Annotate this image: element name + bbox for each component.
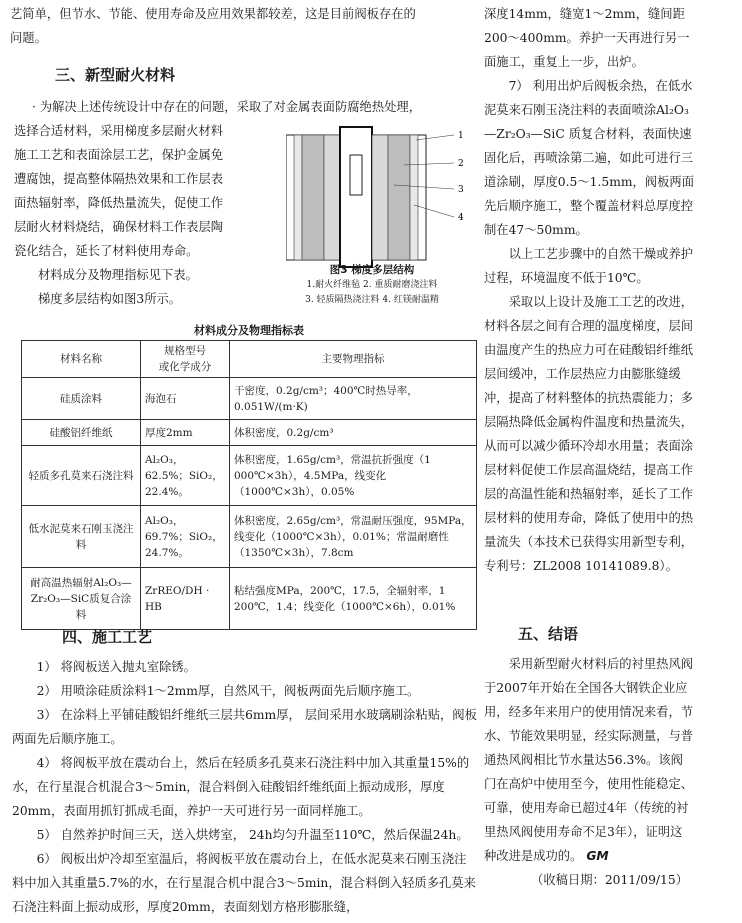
text-line: 遭腐蚀，提高整体隔热效果和工作层表 (14, 172, 224, 186)
figure-title: 图3 梯度多层结构 (329, 264, 415, 276)
figure-label-3: 3 (458, 185, 464, 195)
cell-props: 体积密度，2.65g/cm³，常温耐压强度，95MPa，线变化（1000℃×3h），0.01%；常温耐磨性（1350℃×3h），7.8cm (230, 506, 477, 568)
received-date: （收稿日期：2011/09/15） (531, 873, 688, 887)
step-item: 2） 用喷涂硅质涂料1～2mm厚，自然风干，阀板两面先后顺序施工。 (36, 684, 420, 698)
text-line: 艺简单，但节水、节能、使用寿命及应用效果都较差，这是目前阀板存在的 (10, 7, 416, 21)
step-item: 1） 将阀板送入抛丸室除锈。 (36, 660, 196, 674)
figure-label-2: 2 (458, 159, 464, 169)
table-row (22, 506, 477, 568)
cell-spec: Al₂O₃，69.7%；SiO₂，24.7%。 (141, 506, 230, 568)
section-4-heading: 四、施工工艺 (62, 628, 153, 646)
gm-logo: GM (586, 849, 609, 863)
text-line: 选择合适材料，采用梯度多层耐火材料 (14, 124, 224, 138)
col-header: 规格型号 或化学成分 (141, 341, 230, 378)
conclusion-text: 采用新型耐火材料后的衬里热风阀于2007年开始在全国各大钢铁企业应用，经多年来用户的使用情况来看，节水、节能效果明显，经实际测量，与普通热风阀相比节水量达56.3%。该阀门在高炉中使用至今，使用性能稳定、可靠，使用寿命已超过4年（传统的衬里热风阀使用寿命不足3年），证明这种改进是成功的。 (484, 657, 694, 863)
text-line: · 为解决上述传统设计中存在的问题，采取了对金属表面防腐绝热处理， (32, 100, 422, 114)
cell-spec: 厚度2mm (141, 420, 230, 446)
section-4-steps (12, 655, 477, 919)
table-title: 材料成分及物理指标表 (194, 324, 304, 337)
right-column (484, 2, 694, 578)
table-row (22, 568, 477, 630)
table-row (22, 446, 477, 506)
step-item: 6） 阀板出炉冷却至室温后，将阀板平放在震动台上，在低水泥莫来石刚玉浇注料中加入其重量5.7%的水，在行星混合机中混合3～5min，混合料倒入轻质多孔莫来石浇注料面上振动成形，厚度20mm，表面刻划方格形膨胀缝， (12, 852, 476, 914)
cell-props: 体积密度，1.65g/cm³，常温抗折强度（1 000℃×3h），4.5MPa，线变化（1000℃×3h），0.05% (230, 446, 477, 506)
cell-props: 粘结强度MPa，200℃，17.5，全辐射率，1 200℃，1.4；线变化（1000℃×6h），0.01% (230, 568, 477, 630)
cell-props: 体积密度，0.2g/cm³ (230, 420, 477, 446)
figure-legend-2: 3. 轻质隔热浇注料 4. 红镁耐温精 (305, 295, 439, 305)
text-line: 材料成分及物理指标见下表。 (38, 268, 198, 282)
cell-props: 干密度，0.2g/cm³；400℃时热导率，0.051W/(m·K) (230, 378, 477, 420)
conclusion-block (484, 652, 694, 892)
col-header: 主要物理指标 (230, 341, 477, 378)
cell-name: 硅质涂料 (22, 378, 141, 420)
text-line: 瓷化结合，延长了材料使用寿命。 (14, 244, 199, 258)
table-row (22, 378, 477, 420)
figure-label-4: 4 (458, 213, 464, 223)
cell-spec: 海泡石 (141, 378, 230, 420)
cell-name: 低水泥莫来石刚玉浇注料 (22, 506, 141, 568)
figure-legend-1: 1.耐火纤维毡 2. 重质耐磨浇注料 (306, 280, 438, 290)
table-header-row (22, 341, 477, 378)
figure-caption (272, 263, 472, 308)
text-line: 层耐火材料烧结，确保材料工作表层陶 (14, 220, 224, 234)
continued-text: 深度14mm，缝宽1～2mm，缝间距200～400mm。养护一天再进行另一面施工，重复上一步，出炉。 (484, 7, 690, 69)
cell-name: 耐高温热辐射Al₂O₃—Zr₂O₃—SiC质复合涂料 (22, 568, 141, 630)
gradient-layer-structure-figure (286, 125, 471, 270)
figure-label-1: 1 (458, 131, 464, 141)
cell-spec: Al₂O₃，62.5%；SiO₂，22.4%。 (141, 446, 230, 506)
step-item: 5） 自然养护时间三天，送入烘烤室， 24h均匀升温至110℃，然后保温24h。 (36, 828, 469, 842)
top-left-continuation (10, 2, 475, 50)
cell-spec: ZrREO/DH · HB (141, 568, 230, 630)
cell-name: 轻质多孔莫来石浇注料 (22, 446, 141, 506)
conclusion-paragraph (484, 652, 694, 868)
step-item: 3） 在涂料上平铺硅酸铝纤维纸三层共6mm厚， 层间采用水玻璃刷涂粘贴，阀板两面先后顺序施工。 (12, 708, 477, 746)
col-header: 材料名称 (22, 341, 141, 378)
step-7: 7） 利用出炉后阀板余热，在低水泥莫来石刚玉浇注料的表面喷涂Al₂O₃—Zr₂O₃—SiC 质复合材料，表面快速固化后，再喷涂第二遍，如此可进行三道涂刷，厚度0.5～1.5mm，阀板两面先后顺序施工，整个覆盖材料总厚度控制在47～50mm。 (484, 79, 694, 237)
section-3-heading: 三、新型耐火材料 (55, 66, 176, 84)
improvement-paragraph: 采取以上设计及施工工艺的改进，材料各层之间有合理的温度梯度，层间由温度产生的热应力可在硅酸铝纤维纸层间缓冲，工作层热应力由膨胀缝缓冲，提高了材料整体的抗热震能力；多层隔热降低金属构件温度和热量流失，从而可以减少循环冷却水用量；表面涂层材料促使工作层高温烧结，提高工作层的高温性能和热辐射率，延长了工作层材料的使用寿命，降低了使用中的热量流失（本技术已获得实用新型专利，专利号：ZL2008 10141089.8）。 (484, 295, 694, 573)
drying-note: 以上工艺步骤中的自然干燥或养护过程，环境温度不低于10℃。 (484, 247, 694, 285)
cell-name: 硅酸铝纤维纸 (22, 420, 141, 446)
text-line: 面热辐射率，降低热量流失，促使工作 (14, 196, 224, 210)
step-item: 4） 将阀板平放在震动台上，然后在轻质多孔莫来石浇注料中加入其重量15%的水，在行星混合机混合3～5min，混合料倒入硅酸铝纤维纸面上振动成形，厚度20mm，表面用抓钉抓成毛面，养护一天可进行另一面同样施工。 (12, 756, 470, 818)
materials-table (21, 340, 477, 630)
table-row (22, 420, 477, 446)
text-line: 梯度多层结构如图3所示。 (38, 292, 182, 306)
section-5-heading: 五、结语 (518, 625, 579, 643)
text-line: 问题。 (10, 31, 47, 45)
text-line: 施工工艺和表面涂层工艺，保护金属免 (14, 148, 224, 162)
